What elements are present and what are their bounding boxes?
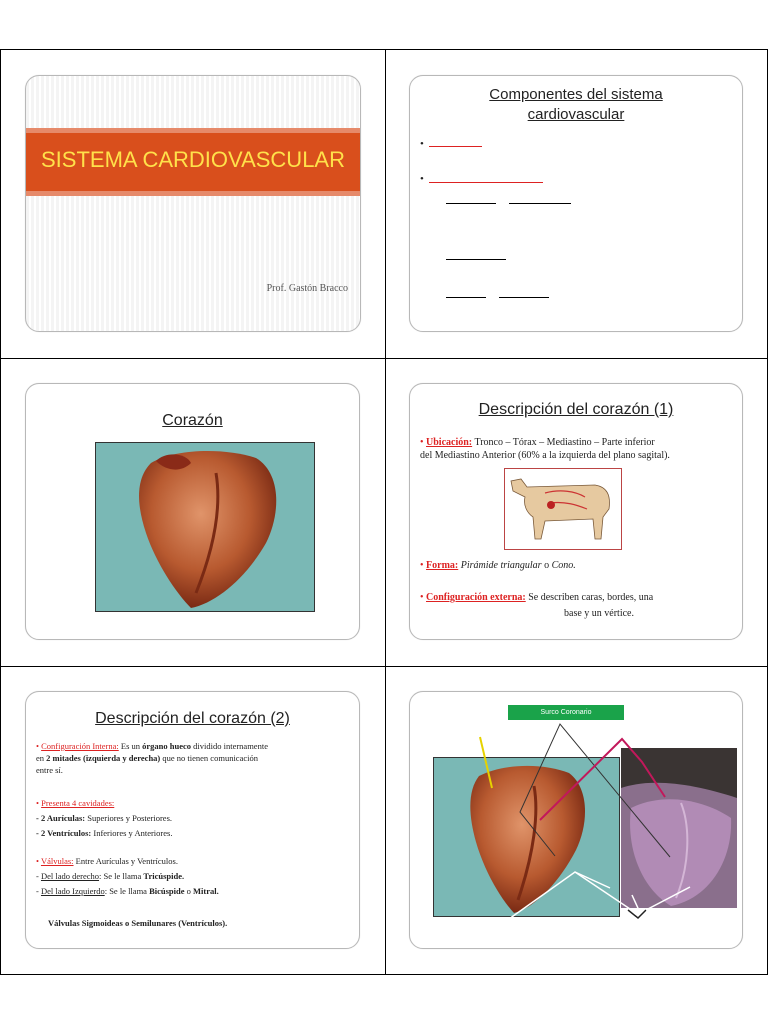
title-band	[26, 128, 360, 196]
text: dividido internamente	[191, 741, 268, 751]
slide-descripcion-2	[25, 691, 360, 949]
heart-photo	[95, 442, 315, 612]
text: Mitral.	[193, 886, 219, 896]
text: Del lado derecho	[40, 871, 100, 881]
redacted-line	[429, 182, 543, 183]
valvulas-label: Válvulas:	[40, 856, 74, 866]
text: 2 mitades (izquierda y derecha)	[46, 753, 161, 763]
forma-text: Cono.	[551, 560, 576, 571]
surco-coronario-label: Surco Coronario	[508, 705, 624, 720]
cow-diagram	[504, 468, 622, 550]
redacted-line	[509, 203, 571, 204]
slide-5-title: Descripción del corazón (2)	[95, 710, 290, 727]
forma-text: o	[541, 560, 552, 571]
config-externa-text: Se describen caras, bordes, una	[528, 592, 654, 603]
config-externa-text-2: base y un vértice.	[564, 608, 634, 619]
row-divider	[1, 358, 767, 359]
bullet-icon: •	[36, 798, 42, 808]
text: Inferiores y Anteriores.	[91, 828, 173, 838]
text: Superiores y Posteriores.	[85, 813, 173, 823]
slide-2-title: Componentes del sistema cardiovascular	[489, 86, 663, 123]
sigmoideas-text: Válvulas Sigmoideas o Semilunares (Ventrículos).	[48, 918, 228, 928]
text: -	[36, 871, 41, 881]
column-divider	[385, 50, 386, 974]
bullet-icon: •	[36, 856, 41, 866]
forma-label: Forma:	[426, 560, 459, 571]
bullet-icon: •	[36, 741, 42, 751]
redacted-line	[446, 259, 506, 260]
text: que no tienen comunicación	[160, 753, 258, 763]
text: Entre Aurículas y Ventrículos.	[73, 856, 178, 866]
bullet-icon: •	[420, 437, 427, 448]
slide-1-title: SISTEMA CARDIOVASCULAR	[41, 147, 345, 172]
ubicacion-text-2: del Mediastino Anterior (60% a la izquierda del plano sagital).	[420, 450, 670, 461]
slide-componentes	[409, 75, 743, 332]
text: - 2 Aurículas:	[36, 813, 86, 823]
text: en	[36, 753, 47, 763]
config-externa-label: Configuración externa:	[426, 592, 526, 603]
row-divider	[1, 666, 767, 667]
bullet-icon: •	[420, 173, 424, 185]
ubicacion-text: Tronco – Tórax – Mediastino – Parte inferior	[474, 437, 655, 448]
author-label: Prof. Gastón Bracco	[266, 283, 348, 294]
cavidades-label: Presenta 4 cavidades:	[41, 798, 115, 808]
annotation-lines	[410, 692, 742, 948]
slide-descripcion-1	[409, 383, 743, 640]
slide-title-sistema	[25, 75, 361, 332]
text: - 2 Ventrículos:	[36, 828, 92, 838]
redacted-line	[446, 203, 496, 204]
text: órgano hueco	[142, 741, 192, 751]
text: Es un	[118, 741, 143, 751]
forma-text: Pirámide triangular	[460, 560, 542, 571]
text: Del lado Izquierdo	[40, 886, 105, 896]
redacted-line	[446, 297, 486, 298]
redacted-line	[429, 146, 482, 147]
text: Bicúspide	[149, 886, 185, 896]
text: Tricúspide.	[143, 871, 185, 881]
slide-surco-coronario	[409, 691, 743, 949]
text: : Se le llama	[104, 886, 150, 896]
text: entre sí.	[36, 765, 63, 775]
bullet-icon: •	[420, 138, 424, 150]
bullet-icon: •	[420, 560, 427, 571]
text: : Se le llama	[99, 871, 144, 881]
slide-3-title: Corazón	[162, 412, 223, 429]
text: -	[36, 886, 41, 896]
redacted-line	[499, 297, 549, 298]
text: o	[184, 886, 194, 896]
ubicacion-label: Ubicación:	[426, 437, 473, 448]
bullet-icon: •	[420, 592, 427, 603]
slide-4-title: Descripción del corazón (1)	[478, 401, 674, 418]
slide-corazon	[25, 383, 360, 640]
config-interna-label: Configuración Interna:	[41, 741, 119, 751]
